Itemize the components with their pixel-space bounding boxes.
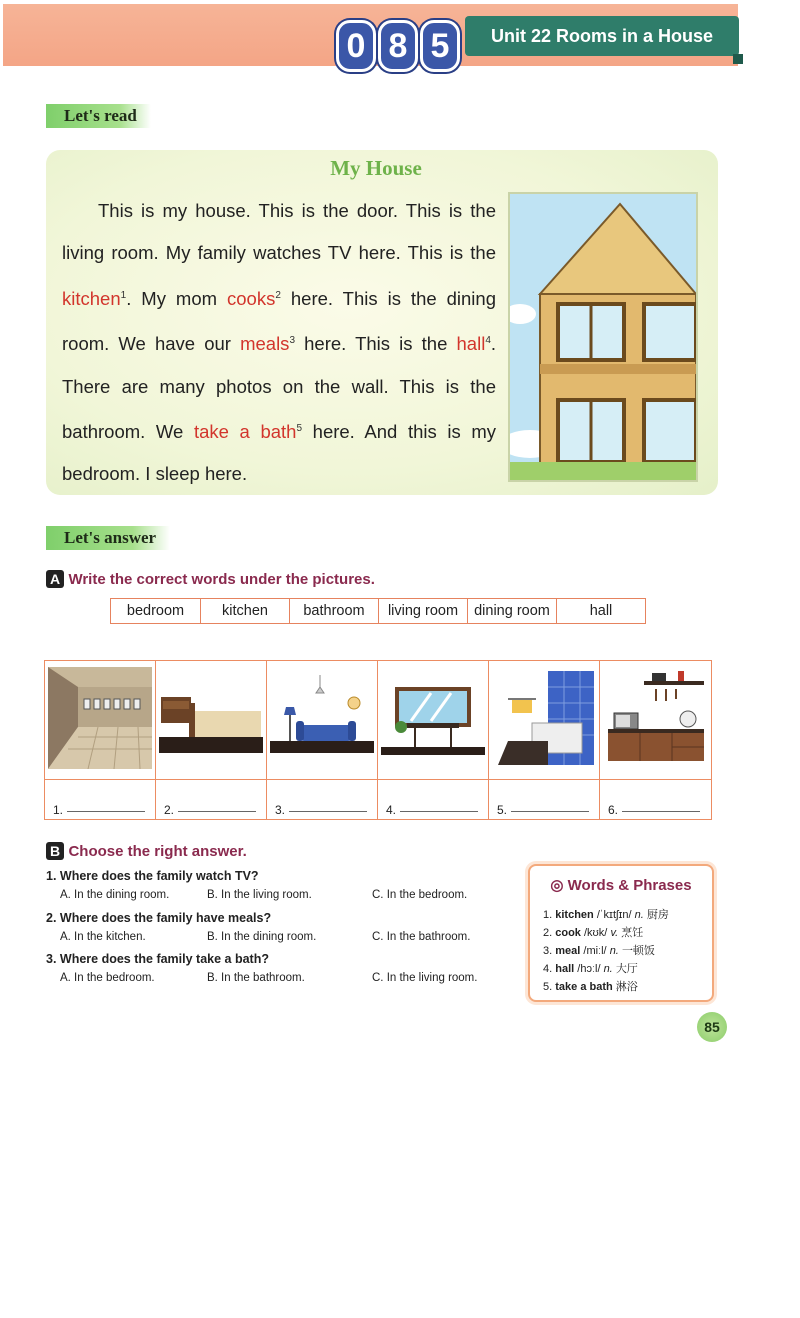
lesson-digit: 8 xyxy=(378,20,418,72)
words-phrases-title: ◎ Words & Phrases xyxy=(550,877,692,894)
word-phrase-pron: /kʊk/ xyxy=(584,927,608,939)
page-number: 85 xyxy=(697,1012,727,1042)
word-phrase-pos: n. xyxy=(603,963,613,975)
section-a-instruction: Write the correct words under the pictures. xyxy=(68,571,375,588)
story-text-segment: . There are many photos on the wall. This is the bathroom. We xyxy=(62,333,497,442)
answer-blank[interactable] xyxy=(289,810,367,812)
option-b[interactable]: B. In the dining room. xyxy=(207,931,317,943)
lesson-digit: 0 xyxy=(336,20,376,72)
word-phrase-item xyxy=(543,960,638,976)
word-phrase-meaning: 厨房 xyxy=(646,909,669,921)
word-bank-item: living room xyxy=(379,599,468,623)
word-bank xyxy=(110,598,646,624)
option-c[interactable]: C. In the living room. xyxy=(372,972,478,984)
word-bank-item: kitchen xyxy=(201,599,290,623)
story-keyword: meals$^3$ xyxy=(240,333,295,355)
word-phrase-pos: n. xyxy=(634,909,644,921)
option-b[interactable]: B. In the living room. xyxy=(207,889,312,901)
answer-blank[interactable] xyxy=(511,810,589,812)
word-phrase-word: meal xyxy=(555,945,581,957)
word-phrase-n: 4. xyxy=(543,963,553,975)
lesson-number xyxy=(336,20,460,72)
footnote-number: 4 xyxy=(485,335,491,347)
story-keyword: take a bath$^5$ xyxy=(193,420,303,442)
story-text-segment: here. This is the dining room. We have our xyxy=(62,287,496,355)
living-room-picture-icon xyxy=(270,667,374,769)
word-phrase-pos: n. xyxy=(609,945,619,957)
word-phrase-meaning: 一顿饭 xyxy=(621,945,655,957)
words-phrases-box xyxy=(528,864,714,1002)
section-b-heading xyxy=(46,842,247,861)
word-phrase-word: hall xyxy=(555,963,575,975)
answer-blank[interactable] xyxy=(178,810,256,812)
picture-cell xyxy=(489,661,600,819)
kitchen-picture-icon xyxy=(604,667,708,769)
picture-cell xyxy=(45,661,156,819)
lets-read-tag: Let's read xyxy=(46,104,151,128)
question: 2. Where does the family have meals? xyxy=(46,911,272,925)
word-phrase-meaning: 烹饪 xyxy=(621,927,644,939)
word-phrase-pos: v. xyxy=(610,927,619,939)
answer-number: 5. xyxy=(497,803,508,817)
word-phrase-pron: /ˈkɪtʃɪn/ xyxy=(596,909,632,921)
answer-blank[interactable] xyxy=(622,810,700,812)
section-a-badge: A xyxy=(46,570,64,588)
story-text-segment: here. And this is my bedroom. I sleep here. xyxy=(62,420,496,485)
picture-cell xyxy=(156,661,267,819)
story-text-segment: here. This is the xyxy=(295,333,457,355)
lesson-digit: 5 xyxy=(420,20,460,72)
footnote-number: 5 xyxy=(296,422,303,434)
word-phrase-item xyxy=(543,942,655,958)
option-b[interactable]: B. In the bathroom. xyxy=(207,972,305,984)
answer-number: 1. xyxy=(53,803,64,817)
option-a[interactable]: A. In the bedroom. xyxy=(60,972,155,984)
section-b-badge: B xyxy=(46,842,64,860)
story-text-segment: . My mom xyxy=(126,287,228,309)
word-phrase-n: 3. xyxy=(543,945,553,957)
story-keyword: hall$^4$ xyxy=(456,333,491,355)
picture-cell xyxy=(600,661,711,819)
footnote-number: 3 xyxy=(289,335,295,347)
question: 1. Where does the family watch TV? xyxy=(46,869,259,883)
word-phrase-n: 5. xyxy=(543,981,553,993)
word-bank-item: bathroom xyxy=(290,599,379,623)
word-phrase-word: kitchen xyxy=(555,909,594,921)
word-phrase-item xyxy=(543,978,638,994)
footnote-number: 2 xyxy=(275,289,281,301)
option-a[interactable]: A. In the dining room. xyxy=(60,889,170,901)
option-c[interactable]: C. In the bathroom. xyxy=(372,931,471,943)
word-phrase-word: take a bath xyxy=(555,981,613,993)
dining-room-picture-icon xyxy=(381,667,485,769)
word-phrase-pron: /hɔːl/ xyxy=(577,963,601,975)
bathroom-picture-icon xyxy=(492,667,596,769)
word-phrase-n: 1. xyxy=(543,909,553,921)
hall-picture-icon xyxy=(48,667,152,769)
unit-title: Unit 22 Rooms in a House xyxy=(465,16,739,56)
answer-number: 4. xyxy=(386,803,397,817)
footnote-number: 1 xyxy=(120,289,127,301)
house-illustration xyxy=(508,192,698,482)
picture-table xyxy=(44,660,712,820)
word-phrase-n: 2. xyxy=(543,927,553,939)
story-text xyxy=(62,190,496,496)
answer-number: 3. xyxy=(275,803,286,817)
section-b-instruction: Choose the right answer. xyxy=(68,843,247,860)
answer-blank[interactable] xyxy=(400,810,478,812)
story-title: My House xyxy=(330,156,422,180)
option-c[interactable]: C. In the bedroom. xyxy=(372,889,468,901)
word-phrase-meaning: 大厅 xyxy=(615,963,638,975)
word-phrase-pron: /miːl/ xyxy=(583,945,607,957)
answer-number: 2. xyxy=(164,803,175,817)
word-bank-item: dining room xyxy=(468,599,557,623)
word-phrase-item xyxy=(543,906,669,922)
answer-blank[interactable] xyxy=(67,810,145,812)
story-keyword: cooks$^2$ xyxy=(227,287,281,309)
story-keyword: kitchen$^1$ xyxy=(62,287,127,309)
picture-cell xyxy=(378,661,489,819)
question: 3. Where does the family take a bath? xyxy=(46,952,269,966)
answer-number: 6. xyxy=(608,803,619,817)
word-phrase-word: cook xyxy=(555,927,581,939)
lets-answer-tag: Let's answer xyxy=(46,526,170,550)
word-bank-item: hall xyxy=(589,603,613,619)
word-bank-item: bedroom xyxy=(111,599,201,623)
word-phrase-item xyxy=(543,924,643,940)
word-phrase-meaning: 淋浴 xyxy=(615,981,638,993)
picture-cell xyxy=(267,661,378,819)
bedroom-picture-icon xyxy=(159,667,263,769)
story-text-segment: This is my house. This is the door. This is the living room. My family watches TV here. This is the xyxy=(62,200,496,264)
section-a-heading xyxy=(46,570,375,589)
option-a[interactable]: A. In the kitchen. xyxy=(60,931,146,943)
